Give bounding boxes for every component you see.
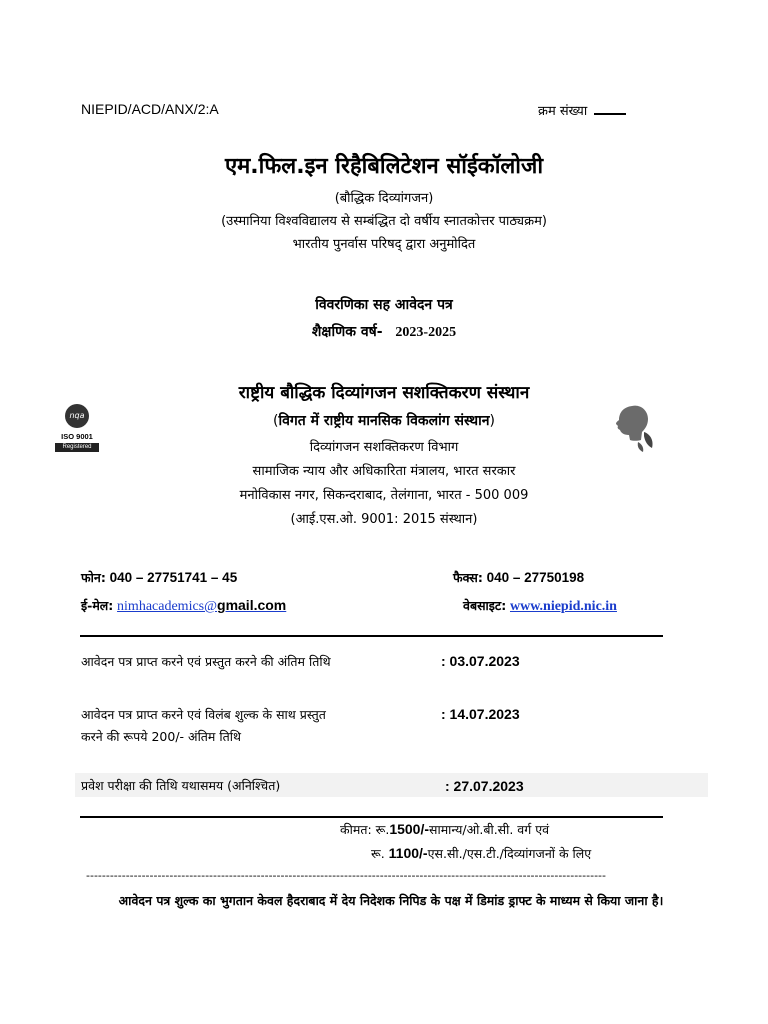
program-approval: भारतीय पुनर्वास परिषद् द्वारा अनुमोदित <box>292 237 476 252</box>
website-link[interactable]: www.niepid.nic.in <box>509 599 617 614</box>
payment-note: आवेदन पत्र शुल्क का भुगतान केवल हैदराबाद में देय निदेशक निपिड के पक्ष में डिमांड ड्राफ्ट के माध्यम से किया जाना है। <box>118 893 664 908</box>
program-affiliation: (उस्मानिया विश्वविद्यालय से सम्बंद्धित दो वर्षीय स्नातकोत्तर पाठ्यक्रम) <box>221 214 547 229</box>
divider-bottom <box>80 816 663 818</box>
serial-blank <box>594 103 626 115</box>
iso-badge <box>55 402 99 452</box>
website <box>463 597 617 615</box>
email-label: ई-मेल: <box>81 598 114 613</box>
iso-line: (आई.एस.ओ. 9001: 2015 संस्थान) <box>290 512 478 527</box>
phone <box>81 569 237 586</box>
email <box>81 597 286 615</box>
institute-former-name: (विगत में राष्ट्रीय मानसिक विकलांग संस्थान) <box>273 413 495 429</box>
institute-logo-icon <box>608 402 660 454</box>
deadline-label: आवेदन पत्र प्राप्त करने एवं प्रस्तुत करने की अंतिम तिथि <box>81 654 331 669</box>
price-reserved-amount: 1100/- <box>388 845 428 861</box>
fax-label: फैक्स: <box>453 570 483 585</box>
price-general: कीमत: रू.1500/-सामान्य/ओ.बी.सी. वर्ग एवं <box>340 821 550 837</box>
ministry: सामाजिक न्याय और अधिकारिता मंत्रालय, भारत सरकार <box>252 464 516 479</box>
exam-date-label: प्रवेश परीक्षा की तिथि यथासमय (अनिश्चित) <box>81 778 281 793</box>
phone-label: फोन: <box>81 570 106 585</box>
fax-value: 040 – 27750198 <box>486 570 585 585</box>
late-deadline-value: : 14.07.2023 <box>441 706 520 722</box>
department: दिव्यांगजन सशक्तिकरण विभाग <box>309 440 459 455</box>
academic-year <box>0 322 768 341</box>
price-general-amount: 1500/- <box>389 821 430 837</box>
nqa-logo: nqa <box>65 404 89 428</box>
former-name-text: विगत में राष्ट्रीय मानसिक विकलांग संस्थान <box>278 413 490 429</box>
deadline-value: : 03.07.2023 <box>441 653 520 669</box>
registered-label: Registered <box>55 443 99 452</box>
reference-code: NIEPID/ACD/ANX/2:A <box>81 101 219 117</box>
serial-label: क्रम संख्या <box>538 104 588 119</box>
website-label: वेबसाइट: <box>463 598 507 613</box>
exam-date-value: : 27.07.2023 <box>445 778 524 794</box>
program-title: एम.फिल.इन रिहैबिलिटेशन सॉईकॉलोजी <box>224 154 544 179</box>
late-deadline-label-2: करने की रूपये 200/- अंतिम तिथि <box>81 729 241 744</box>
divider-top <box>80 635 663 637</box>
phone-value: 040 – 27751741 – 45 <box>109 570 238 585</box>
iso-label: ISO 9001 <box>61 432 93 441</box>
dashed-separator: ----------------------------------------------------------------------------------------------------------------------------------- <box>86 869 606 882</box>
academic-year-label: शैक्षणिक वर्ष- <box>311 324 383 340</box>
academic-year-value: 2023-2025 <box>395 325 457 340</box>
serial-number <box>538 101 626 119</box>
fax <box>453 569 584 586</box>
email-link[interactable]: nimhacademics@gmail.com <box>117 597 287 614</box>
brochure-heading: विवरणिका सह आवेदन पत्र <box>315 297 453 313</box>
institute-name: राष्ट्रीय बौद्धिक दिव्यांगजन सशक्तिकरण संस्थान <box>238 383 530 403</box>
address: मनोविकास नगर, सिकन्दराबाद, तेलंगाना, भारत - 500 009 <box>239 488 529 503</box>
program-subtitle: (बौद्धिक दिव्यांगजन) <box>334 191 434 206</box>
late-deadline-label: आवेदन पत्र प्राप्त करने एवं विलंब शुल्क के साथ प्रस्तुत <box>81 707 326 722</box>
price-reserved: रू. 1100/-एस.सी./एस.टी./दिव्यांगजनों के लिए <box>371 845 592 861</box>
